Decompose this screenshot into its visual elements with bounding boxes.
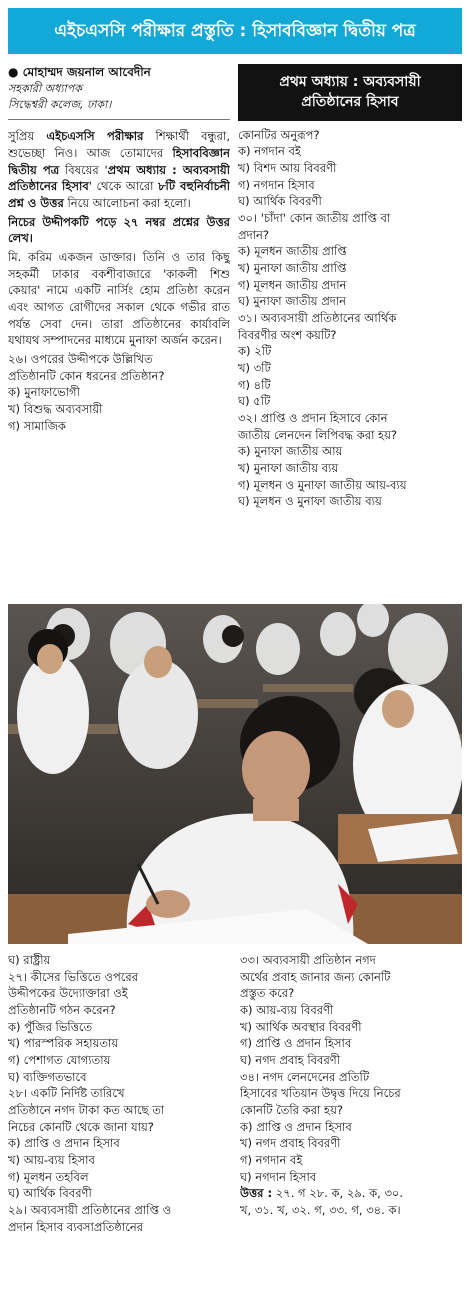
mcq-line: ঘ) নগদ প্রবাহ বিবরণী — [240, 1053, 341, 1068]
mcq-line: ঘ) আর্থিক বিবরণী — [238, 194, 322, 209]
mcq-line: গ) মূলধন ও মুনাফা জাতীয় আয়-ব্যয় — [238, 477, 407, 492]
mcq-line: গ) ৪টি — [238, 377, 271, 392]
mcq-line: খ) ৩টি — [238, 361, 271, 375]
mcq-line: খ) বিশুদ্ধ অব্যবসায়ী — [8, 402, 103, 417]
mcq-line: খ) আয়-ব্যয় হিসাব — [8, 1153, 95, 1168]
mcq-line: খ) মুনাফা জাতীয় প্রাপ্তি — [238, 260, 347, 275]
mcq-line: ৩২। প্রাপ্তি ও প্রদান হিসাবে কোন — [238, 411, 388, 426]
answer-key-label: উত্তর : — [240, 1186, 273, 1201]
mcq-line: ক) আয়-ব্যয় বিবরণী — [240, 1003, 334, 1018]
mcq-line: ঘ) নগদান হিসাব — [240, 1169, 317, 1184]
mcq-line: ঘ) মূলধন ও মুনাফা জাতীয় ব্যয় — [238, 494, 382, 509]
mcq-line: উদ্দীপকের উদ্যোক্তারা ওই — [8, 986, 128, 1001]
chapter-heading-box — [238, 64, 462, 121]
mcq-line: প্রস্তুত করে? — [240, 986, 295, 1001]
exam-hall-photo — [8, 604, 462, 944]
mcq-line: প্রদান হিসাব ব্যবসাপ্রতিষ্ঠানের — [8, 1219, 144, 1234]
mcq-line: গ) মূলধন জাতীয় প্রদান — [238, 277, 347, 292]
mcq-line: খ) পারস্পরিক সহায়তায় — [8, 1036, 119, 1051]
mcq-line: প্রদান? — [238, 227, 269, 242]
right-column-top — [238, 64, 462, 604]
mcq-line: খ) মুনাফা জাতীয় ব্যয় — [238, 461, 339, 476]
mcq-line: খ) বিশদ আয় বিবরণী — [238, 160, 337, 175]
mcq-line: ক) ২টি — [238, 344, 272, 359]
right-column-bottom — [240, 952, 462, 1287]
mcq-line: ঘ) ৫টি — [238, 394, 271, 409]
mcq-list-left-top — [8, 351, 230, 434]
mcq-line: ২৮। একটি নির্দিষ্ট তারিখে — [8, 1086, 125, 1101]
mcq-line: ক) পুঁজির ভিত্তিতে — [8, 1019, 93, 1034]
mcq-line: গ) নগদান হিসাব — [238, 177, 315, 192]
mcq-line: প্রতিষ্ঠানে নগদ টাকা কত আছে তা — [8, 1103, 165, 1118]
author-designation: সহকারী অধ্যাপক — [8, 82, 82, 96]
author-name: ● মোহাম্মদ জয়নাল আবেদীন — [8, 65, 151, 79]
page-banner — [8, 8, 462, 54]
mcq-line: ঘ) রাষ্ট্রীয় — [8, 953, 51, 967]
mcq-line: গ) সামাজিক — [8, 418, 66, 433]
mcq-line: গ) নগদান বই — [240, 1153, 303, 1168]
mcq-line: ২৭। কীসের ভিত্তিতে ওপরের — [8, 969, 139, 984]
mcq-line: ২৬। ওপরের উদ্দীপকে উল্লিখিত — [8, 352, 153, 366]
chapter-heading-line2: প্রতিষ্ঠানের হিসাব — [301, 94, 399, 111]
mcq-line: ক) মুনাফা জাতীয় আয় — [238, 444, 343, 459]
mcq-line: প্রতিষ্ঠানটি কোন ধরনের প্রতিষ্ঠান? — [8, 368, 165, 383]
answer-key-line1: উত্তর : ২৭. গ ২৮. ক, ২৯. ক, ৩০. — [240, 1186, 404, 1201]
mcq-line: জাতীয় লেনদেন লিপিবদ্ধ করা হয়? — [238, 427, 397, 442]
author-college: সিদ্ধেশ্বরী কলেজ, ঢাকা। — [8, 98, 112, 112]
mcq-line: ৩৩। অব্যবসায়ী প্রতিষ্ঠান নগদ — [240, 953, 376, 967]
mcq-line: গ) পেশাগত যোগ্যতায় — [8, 1053, 111, 1068]
mcq-line: ৩৪। নগদ লেনদেনের প্রতিটি — [240, 1069, 370, 1084]
mcq-line: ক) মুনাফাভোগী — [8, 385, 80, 400]
mcq-line: ক) মূলধন জাতীয় প্রাপ্তি — [238, 244, 347, 259]
mcq-line: ক) প্রাপ্তি ও প্রদান হিসাব — [240, 1119, 352, 1134]
mcq-line: খ) আর্থিক অবস্থার বিবরণী — [240, 1019, 362, 1034]
intro-paragraph: সুপ্রিয় এইচএসসি পরীক্ষার শিক্ষার্থী বন্ধুরা, শুভেচ্ছা নিও। আজ তোমাদের হিসাববিজ্ঞান দ্বিতীয় পত্র বিষয়ের 'প্রথম অধ্যায় : অব্যবসায়ী প্রতিষ্ঠানের হিসাব' থেকে আরো ৮টি বহুনির্বাচনী প্রশ্ন ও উত্তর নিয়ে আলোচনা করা হলো। — [8, 129, 230, 210]
chapter-heading-line1: প্রথম অধ্যায় : অব্যবসায়ী — [279, 74, 421, 90]
mcq-line: খ) নগদ প্রবাহ বিবরণী — [240, 1136, 341, 1151]
answer-key-line2: খ, ৩১. খ, ৩২. গ, ৩৩. গ, ৩৪. ক। — [240, 1203, 401, 1218]
mcq-line: গ) প্রাপ্তি ও প্রদান হিসাব — [240, 1036, 352, 1051]
mcq-line: ৩০। 'চাঁদা' কোন জাতীয় প্রাপ্তি বা — [238, 210, 391, 225]
mcq-line: ঘ) ব্যক্তিগতভাবে — [8, 1069, 87, 1084]
mcq-line: ঘ) আর্থিক বিবরণী — [8, 1186, 92, 1201]
mcq-line: ঘ) মুনাফা জাতীয় প্রদান — [238, 294, 347, 309]
mcq-line: প্রতিষ্ঠানটি গঠন করেন? — [8, 1003, 116, 1018]
instruction-text: নিচের উদ্দীপকটি পড়ে ২৭ নম্বর প্রশ্নের উত্তর লেখ। — [8, 214, 230, 246]
mcq-list-right-top — [238, 127, 462, 510]
mcq-line: অর্থের প্রবাহ জানার জন্য কোনটি — [240, 969, 391, 984]
mcq-line: নিচের কোনটি থেকে জানা যায়? — [8, 1119, 154, 1134]
mcq-line: বিবরণীর অংশ কয়টি? — [238, 327, 337, 342]
mcq-line: ক) নগদান বই — [238, 144, 301, 159]
mcq-line: ক) প্রাপ্তি ও প্রদান হিসাব — [8, 1136, 120, 1151]
mcq-line: কোনটি তৈরি করা হয়? — [240, 1103, 343, 1118]
mcq-line: ২৯। অব্যবসায়ী প্রতিষ্ঠানের প্রাপ্তি ও — [8, 1203, 172, 1218]
mcq-line: হিসাবের খতিয়ান উদ্বৃত্ত দিয়ে নিচের — [240, 1086, 401, 1101]
author-block — [8, 64, 230, 120]
mcq-line: গ) মূলধন তহবিল — [8, 1169, 89, 1184]
stimulus-text: মি. করিম একজন ডাক্তার। তিনি ও তার কিছু সহকর্মী ঢাকার বকশীবাজারে 'কাকলী শিশু কেয়ার' নামে একটি নার্সিং হোম প্রতিষ্ঠা করেন এবং আগত রোগীদের সকাল থেকে গভীর রাত পর্যন্ত সেবা দেন। তারা প্রতিষ্ঠানের কার্যাবলি যথাযথ সম্পাদনের মাধ্যমে মুনাফা অর্জন করেন। — [8, 249, 230, 348]
left-column-top — [8, 64, 230, 604]
exam-hall-illustration — [8, 604, 462, 944]
mcq-line: কোনটির অনুরূপ? — [238, 127, 320, 142]
mcq-line: ৩১। অব্যবসায়ী প্রতিষ্ঠানের আর্থিক — [238, 310, 397, 325]
banner-title: এইচএসসি পরীক্ষার প্রস্তুতি : হিসাববিজ্ঞান দ্বিতীয় পত্র — [54, 20, 416, 41]
left-column-bottom — [8, 952, 230, 1287]
